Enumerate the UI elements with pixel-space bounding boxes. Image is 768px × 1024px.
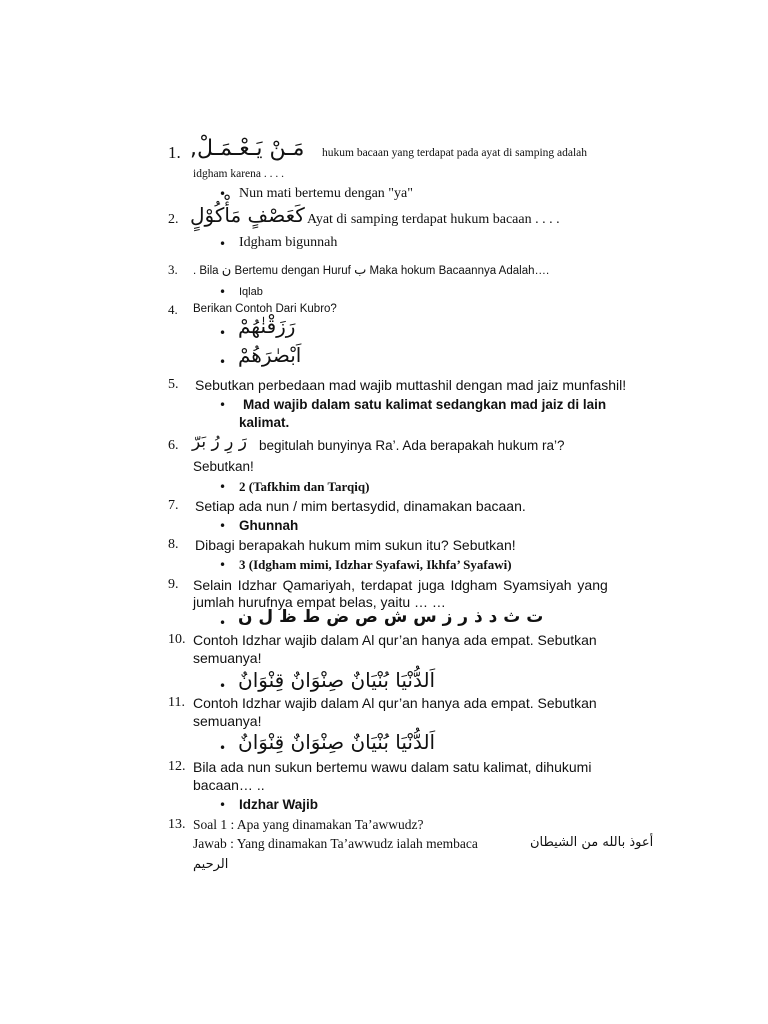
bullet: •	[219, 326, 227, 340]
item-7-answer: Ghunnah	[239, 518, 299, 533]
item-1-arabic: مَـنْ يَـعْـمَـلْ,	[190, 136, 305, 161]
item-3-text-c: Maka hokum Bacaannya Adalah….	[369, 265, 550, 277]
item-6-answer: 2 (Tafkhim dan Tarqiq)	[239, 479, 370, 494]
item-11-number: 11.	[168, 695, 185, 710]
item-3-answer: Iqlab	[239, 286, 263, 298]
item-3-text-b: Bertemu dengan Huruf	[234, 265, 351, 277]
item-10-question-cont: semuanya!	[193, 650, 262, 666]
item-13-answer-arabic: أعوذ بالله من الشيطان	[530, 835, 654, 850]
bullet: •	[219, 355, 227, 369]
item-1-number: 1.	[168, 143, 181, 162]
item-9-question-cont: jumlah hurufnya empat belas, yaitu … …	[193, 594, 446, 610]
item-3-letter-a: ن	[221, 263, 232, 278]
item-4-number: 4.	[168, 302, 178, 317]
item-3-question	[193, 263, 549, 278]
item-1-question: hukum bacaan yang terdapat pada ayat di samping adalah	[322, 147, 588, 159]
item-10-question: Contoh Idzhar wajib dalam Al qur’an hanya ada empat. Sebutkan	[193, 632, 597, 648]
item-1-question-cont: idgham karena . . . .	[193, 168, 285, 180]
item-1-answer: Nun mati bertemu dengan "ya"	[239, 186, 413, 201]
item-12-answer: Idzhar Wajib	[239, 797, 319, 812]
item-11-question: Contoh Idzhar wajib dalam Al qur’an hanya ada empat. Sebutkan	[193, 695, 597, 711]
item-3-number: 3.	[168, 262, 178, 277]
bullet: •	[219, 285, 227, 299]
bullet: •	[219, 558, 227, 572]
item-12-question: Bila ada nun sukun bertemu wawu dalam satu kalimat, dihukumi	[193, 759, 592, 775]
item-2-question: Ayat di samping terdapat hukum bacaan . . . .	[307, 212, 560, 227]
bullet: •	[219, 798, 227, 812]
bullet: •	[219, 237, 227, 251]
item-6-question-cont: Sebutkan!	[193, 459, 254, 474]
item-8-question: Dibagi berapakah hukum mim sukun itu? Sebutkan!	[195, 537, 516, 553]
item-5-question: Sebutkan perbedaan mad wajib muttashil dengan mad jaiz munfashil!	[195, 377, 627, 393]
item-4-answer-1: رَزَقْنٰهُمْ	[238, 314, 296, 338]
item-10-answer: اَلدُّنْيَا بُنْيَانٌ صِنْوَانٌ قِنْوَانٌ	[238, 668, 436, 692]
bullet: •	[219, 741, 227, 755]
item-13-question: Soal 1 : Apa yang dinamakan Ta’awwudz?	[193, 817, 424, 832]
item-9-number: 9.	[168, 577, 179, 592]
item-13-answer-arabic-cont: الرحيم	[193, 857, 229, 872]
item-7-number: 7.	[168, 498, 179, 513]
item-2-number: 2.	[168, 212, 179, 227]
item-3-letter-b: ب	[354, 263, 367, 278]
item-12-number: 12.	[168, 759, 186, 774]
item-11-answer: اَلدُّنْيَا بُنْيَانٌ صِنْوَانٌ قِنْوَانٌ	[238, 730, 436, 754]
item-3-text-a: . Bila	[193, 265, 219, 277]
item-8-answer: 3 (Idgham mimi, Idzhar Syafawi, Ikhfa’ Syafawi)	[239, 557, 512, 572]
item-10-number: 10.	[168, 632, 186, 647]
bullet: •	[219, 187, 227, 201]
bullet: •	[219, 480, 227, 494]
item-4-answer-2: اَبْصٰرَهُمْ	[238, 343, 302, 367]
item-8-number: 8.	[168, 537, 179, 552]
item-2-arabic: كَعَصْفٍ مَأْكُوْلٍ	[190, 203, 305, 227]
item-11-question-cont: semuanya!	[193, 713, 262, 729]
item-6-number: 6.	[168, 438, 179, 453]
item-5-number: 5.	[168, 377, 179, 392]
bullet: •	[219, 519, 227, 533]
item-5-answer: Mad wajib dalam satu kalimat sedangkan mad jaiz di lain	[243, 397, 607, 412]
item-6-question: begitulah bunyinya Ra’. Ada berapakah hukum ra’?	[259, 438, 565, 453]
item-6-arabic: رَ رِ رُ بَرّ	[192, 432, 247, 452]
item-4-question: Berikan Contoh Dari Kubro?	[193, 303, 337, 315]
bullet: •	[219, 398, 227, 412]
item-13-number: 13.	[168, 817, 186, 832]
item-9-answer: ت ث د ذ ر ز س ش ص ض ط ظ ل ن	[238, 607, 544, 627]
item-5-answer-cont: kalimat.	[239, 415, 290, 430]
bullet: •	[219, 616, 227, 630]
item-12-question-cont: bacaan… ..	[193, 777, 265, 793]
bullet: •	[219, 679, 227, 693]
item-9-question: Selain Idzhar Qamariyah, terdapat juga Idgham Syamsiyah yang	[193, 577, 608, 593]
item-13-answer: Jawab : Yang dinamakan Ta’awwudz ialah membaca	[193, 836, 478, 851]
item-2-answer: Idgham bigunnah	[239, 235, 338, 250]
item-7-question: Setiap ada nun / mim bertasydid, dinamakan bacaan.	[195, 498, 526, 514]
